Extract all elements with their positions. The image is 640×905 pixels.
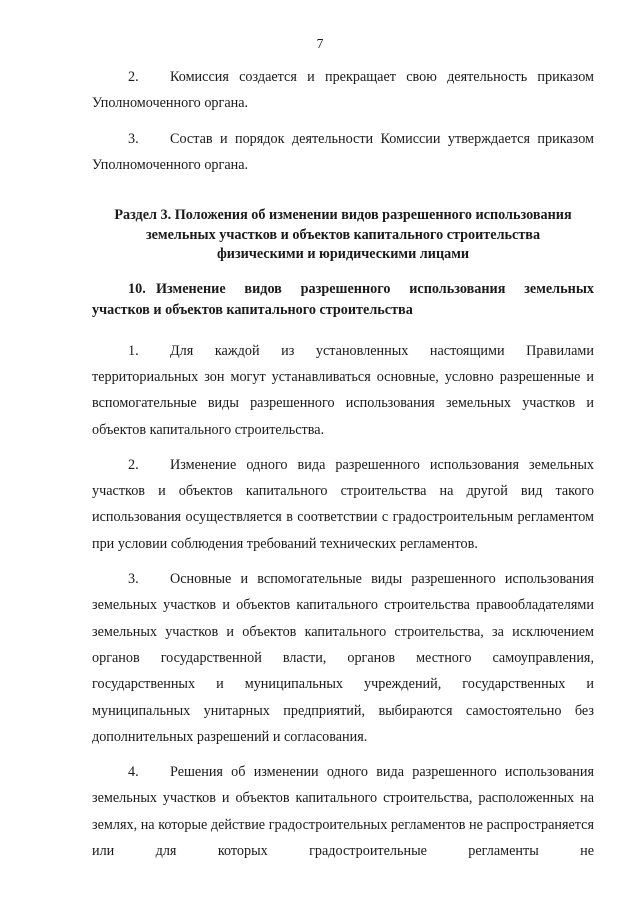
item-number: 3. [128,130,139,147]
document-body [92,64,594,864]
section-title [92,206,594,265]
list-item [92,64,594,117]
item-number: 2. [128,456,139,473]
item-text: Комиссия создается и прекращает свою деятельность приказом Уполномоченного органа. [92,69,594,112]
item-text: Основные и вспомогательные виды разрешенного использования земельных участков и объектов капитального строительства правообладателями земельных участков и объектов капитального строительства, за исключением органов государственной власти, органов местного самоуправления, государственных и муниципальных учреждений, государственных и муниципальных унитарных предприятий, выбираются самостоятельно без дополнительных разрешений и согласования. [92,571,594,745]
section-title-line: Раздел 3. Положения об изменении видов разрешенного использования [114,207,572,224]
list-item [92,126,594,179]
list-item [92,566,594,750]
item-text: Для каждой из установленных настоящими Правилами территориальных зон могут устанавливаться основные, условно разрешенные и вспомогательные виды разрешенного использования земельных участков и объектов капитального строительства. [92,342,594,438]
item-text: Решения об изменении одного вида разрешенного использования земельных участков и объектов капитального строительства, расположенных на землях, на которые действие градостроительных регламентов не распространяется или для которых градостроительные регламенты не [92,764,594,860]
subsection-title [92,279,594,321]
page-number: 7 [316,36,324,51]
item-number: 2. [128,69,139,85]
list-item [92,759,594,864]
subsection-title-text: Изменение видов разрешенного использования земельных участков и объектов капитального строительства [92,280,594,318]
list-item [92,452,594,557]
section-title-line: земельных участков и объектов капитального строительства [145,226,541,243]
section-title-line: физическими и юридическими лицами [216,246,470,263]
item-text: Изменение одного вида разрешенного использования земельных участков и объектов капитального строительства на другой вид такого использования осуществляется в соответствии с градостроительным регламентом при условии соблюдения требований технических регламентов. [92,456,594,552]
item-text: Состав и порядок деятельности Комиссии утверждается приказом Уполномоченного органа. [92,130,594,173]
item-number: 4. [128,764,139,781]
item-number: 1. [128,342,139,359]
list-item [92,338,594,443]
item-number: 3. [128,571,139,588]
subsection-number: 10. [128,280,146,297]
